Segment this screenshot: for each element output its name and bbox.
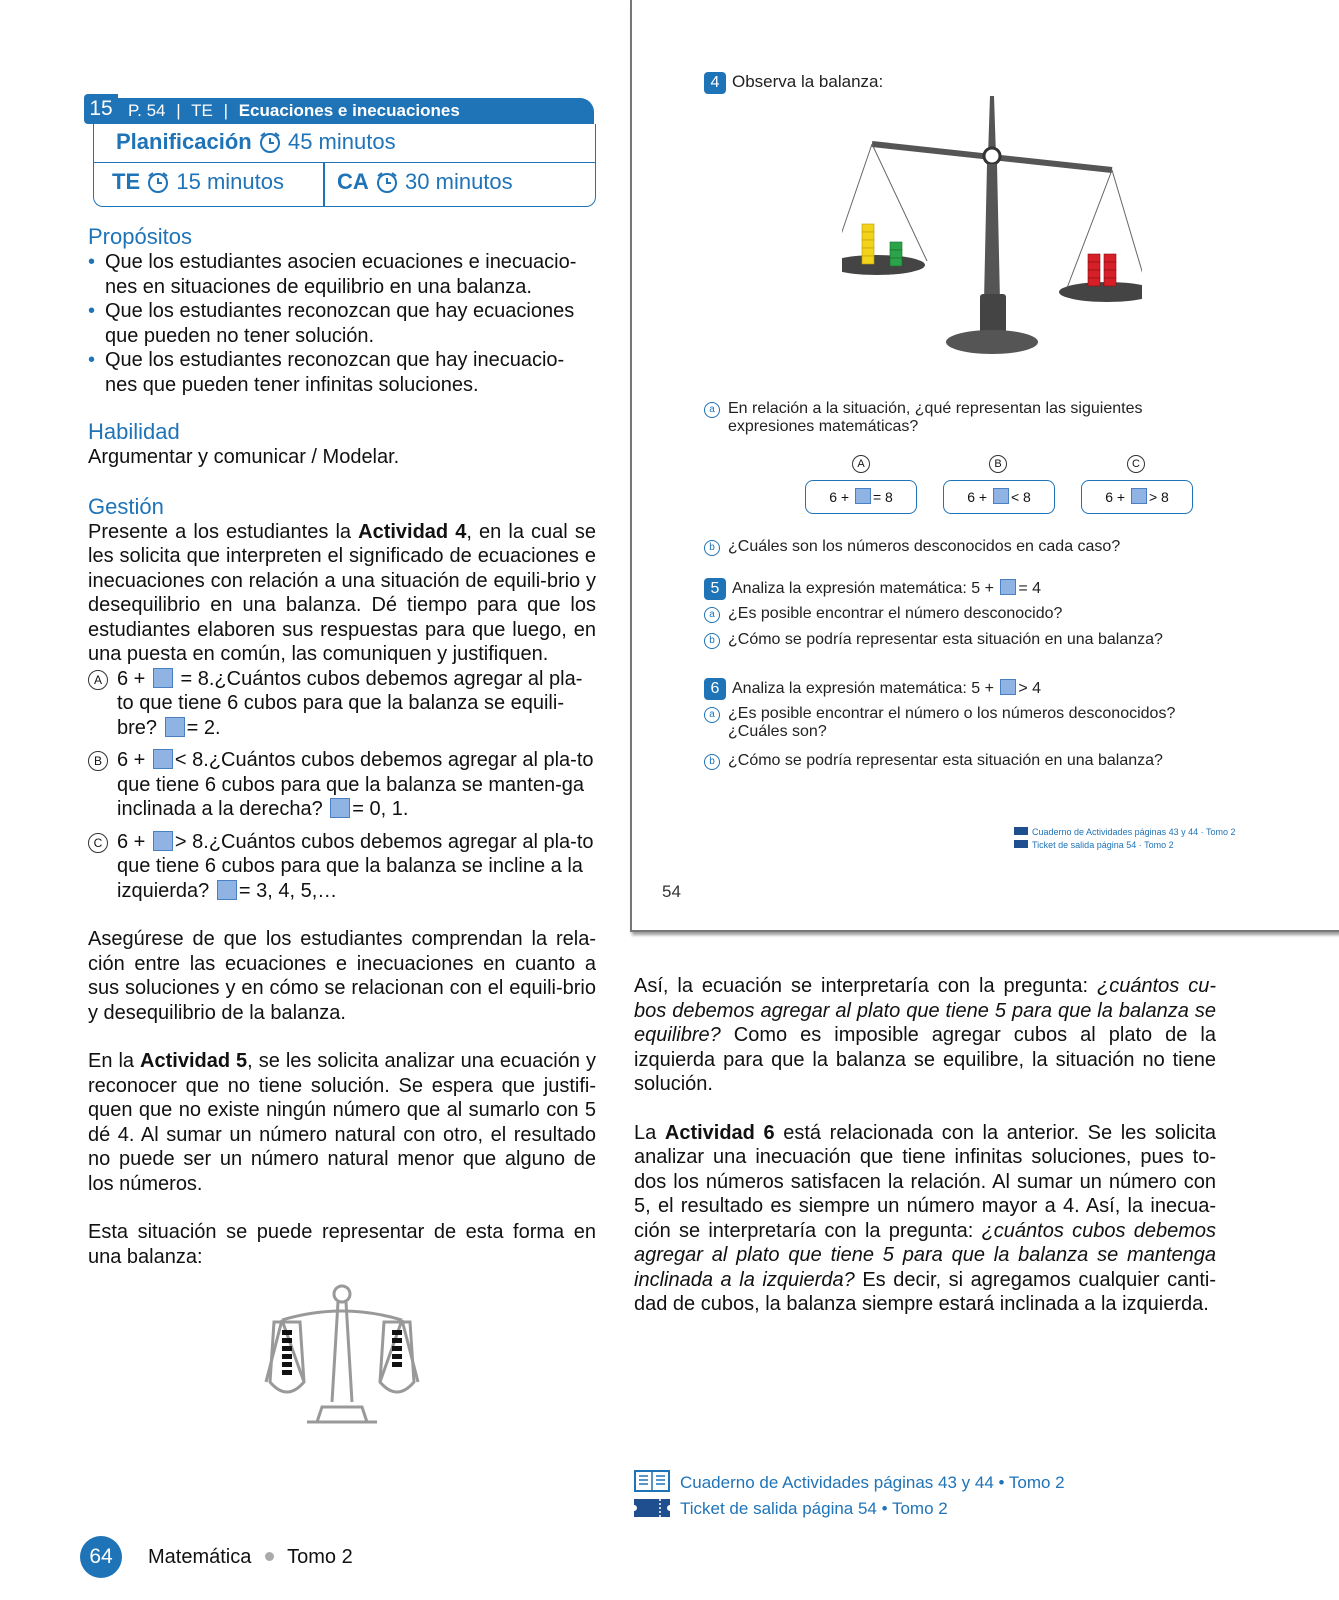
question-6: 6 Analiza la expresión matemática: 5 + > 4 (704, 678, 1041, 700)
ticket-icon (634, 1499, 670, 1517)
explanation-2: La Actividad 6 está relacionada con la anterior. Se les solicita analizar una inecuación que tiene infinitas soluciones, pues to-dos los números satisfacen la relación. Al sumar un número con 5, el resultado es siempre un número mayor a 4. Así, la inecua-ción se interpretaría con la pregunta: ¿cuántos cubos debemos agregar al plato que tiene 5 para que la balanza se mantenga inclinada a la izquierda? Es decir, si agregamos cualquier canti-dad de cubos, la balanza siempre estará inclinada a la izquierda. (634, 1121, 1217, 1315)
question-6b: b ¿Cómo se podría representar esta situación en una balanza? (728, 752, 1163, 770)
label-a: A (852, 455, 874, 473)
asegurese-text: Asegúrese de que los estudiantes comprendan la rela-ción entre las ecuaciones e inecuaciones en cuanto a sus soluciones y en cómo se relacionan con el equili-brio y desequilibrio de la balanza. (88, 928, 596, 1024)
unknown-box (217, 880, 237, 900)
unknown-box (153, 831, 173, 851)
footer-text: Matemática Tomo 2 (148, 1546, 353, 1568)
alarm-clock-icon (146, 170, 170, 194)
te-ref: TE (191, 101, 213, 120)
habilidad-text: Argumentar y comunicar / Modelar. (88, 446, 400, 468)
label-b: B (989, 455, 1011, 473)
unknown-box (153, 749, 173, 769)
answer-item-a: A 6 + = 8.¿Cuántos cubos debemos agregar al pla-to que tiene 6 cubos para que la balanza se equili-bre? = 2. (117, 667, 596, 741)
gestion-text: Presente a los estudiantes la Actividad 4, en la cual se les solicita que interpreten el significado de ecuaciones e inecuaciones con relación a una situación de equili-brio y desequilibrio en una balanza. Dé tiempo para que los estudiantes elaboren sus respuestas para que luego, en una puesta en común, las comuniquen y justifiquen. (88, 520, 596, 665)
ca-label: CA (337, 169, 369, 194)
te-label: TE (112, 169, 141, 194)
question-5a: a ¿Es posible encontrar el número desconocido? (728, 605, 1062, 623)
planning-label: Planificación (116, 129, 252, 154)
list-item: • Que los estudiantes reconozcan que hay inecuacio-nes que pueden tener infinitas soluciones. (88, 349, 565, 396)
page-number-badge: 64 (80, 1536, 122, 1578)
student-page-refs: Cuaderno de Actividades páginas 43 y 44 · Tomo 2 Ticket de salida página 54 · Tomo 2 (1014, 826, 1235, 852)
left-column (88, 224, 596, 1269)
question-4: 4 Observa la balanza: (704, 72, 883, 94)
balance-scale-illustration (842, 96, 1142, 376)
habilidad-heading: Habilidad (88, 419, 180, 444)
student-textbook-page (630, 0, 1339, 932)
lesson-header-bar: P. 54 | TE | Ecuaciones e inecuaciones (118, 98, 594, 124)
ticket-ref: Ticket de salida página 54 • Tomo 2 (634, 1496, 1065, 1522)
answer-item-b: B 6 + < 8.¿Cuántos cubos debemos agregar al pla-to que tiene 6 cubos para que la balanza se manten-ga inclinada a la derecha? = 0, 1. (117, 748, 596, 822)
label-c: C (1127, 455, 1149, 473)
right-column (634, 974, 1216, 1317)
question-4a: a En relación a la situación, ¿qué representan las siguientes expresiones matemáticas? (728, 400, 1208, 436)
expression-c: 6 + > 8 (1081, 480, 1193, 514)
gestion-heading: Gestión (88, 493, 164, 519)
question-6a: a ¿Es posible encontrar el número o los números desconocidos? ¿Cuáles son? (728, 705, 1228, 741)
list-item: • Que los estudiantes reconozcan que hay ecuaciones que pueden no tener solución. (88, 300, 575, 347)
unknown-box (165, 717, 185, 737)
alarm-clock-icon (258, 130, 282, 154)
planning-time: 45 minutos (287, 129, 396, 154)
actividad5-text: En la Actividad 5, se les solicita analizar una ecuación y reconocer que no tiene solución. Se espera que justifi-quen que no existe ningún número que al sumarlo con 5 dé 4. Al sumar un número natural con otro, el resultado no puede ser un número natural menor que alguno de los números. (88, 1050, 596, 1195)
lesson-topic: Ecuaciones e inecuaciones (238, 101, 460, 120)
question-5b: b ¿Cómo se podría representar esta situación en una balanza? (728, 631, 1163, 649)
expression-b: 6 + < 8 (943, 480, 1055, 514)
cuaderno-ref: Cuaderno de Actividades páginas 43 y 44 • Tomo 2 (634, 1470, 1065, 1496)
question-5: 5 Analiza la expresión matemática: 5 + = 4 (704, 578, 1041, 600)
answer-list (88, 667, 596, 904)
balance-scale-outline-illustration (262, 1282, 422, 1432)
situacion-text: Esta situación se puede representar de esta forma en una balanza: (88, 1221, 596, 1268)
propositos-list (88, 250, 596, 397)
te-time: 15 minutos (176, 169, 284, 194)
notebook-icon (634, 1470, 670, 1492)
ca-time: 30 minutos (405, 169, 513, 194)
planning-box (93, 124, 596, 207)
page-ref: P. 54 (128, 101, 166, 120)
explanation-1: Así, la ecuación se interpretaría con la pregunta: ¿cuántos cu-bos debemos agregar al plato que tiene 5 para que la balanza se equilibre? Como es imposible agregar cubos al plato de la izquierda para que la balanza se equilibre, la situación no tiene solución. (634, 975, 1217, 1095)
bullet-dot (265, 1552, 274, 1561)
alarm-clock-icon (375, 170, 399, 194)
answer-item-c: C 6 + > 8.¿Cuántos cubos debemos agregar al pla-to que tiene 6 cubos para que la balanza se incline a la izquierda? = 3, 4, 5,… (117, 830, 596, 904)
list-item: • Que los estudiantes asocien ecuaciones e inecuacio-nes en situaciones de equilibrio en una balanza. (88, 251, 577, 298)
expression-a: 6 + = 8 (805, 480, 917, 514)
unknown-box (153, 668, 173, 688)
lesson-number: 15 (84, 94, 118, 124)
unknown-box (330, 798, 350, 818)
question-4b: b ¿Cuáles son los números desconocidos en cada caso? (728, 538, 1120, 556)
resource-refs (634, 1470, 1065, 1522)
propositos-heading: Propósitos (88, 224, 192, 249)
student-page-number: 54 (662, 882, 681, 901)
